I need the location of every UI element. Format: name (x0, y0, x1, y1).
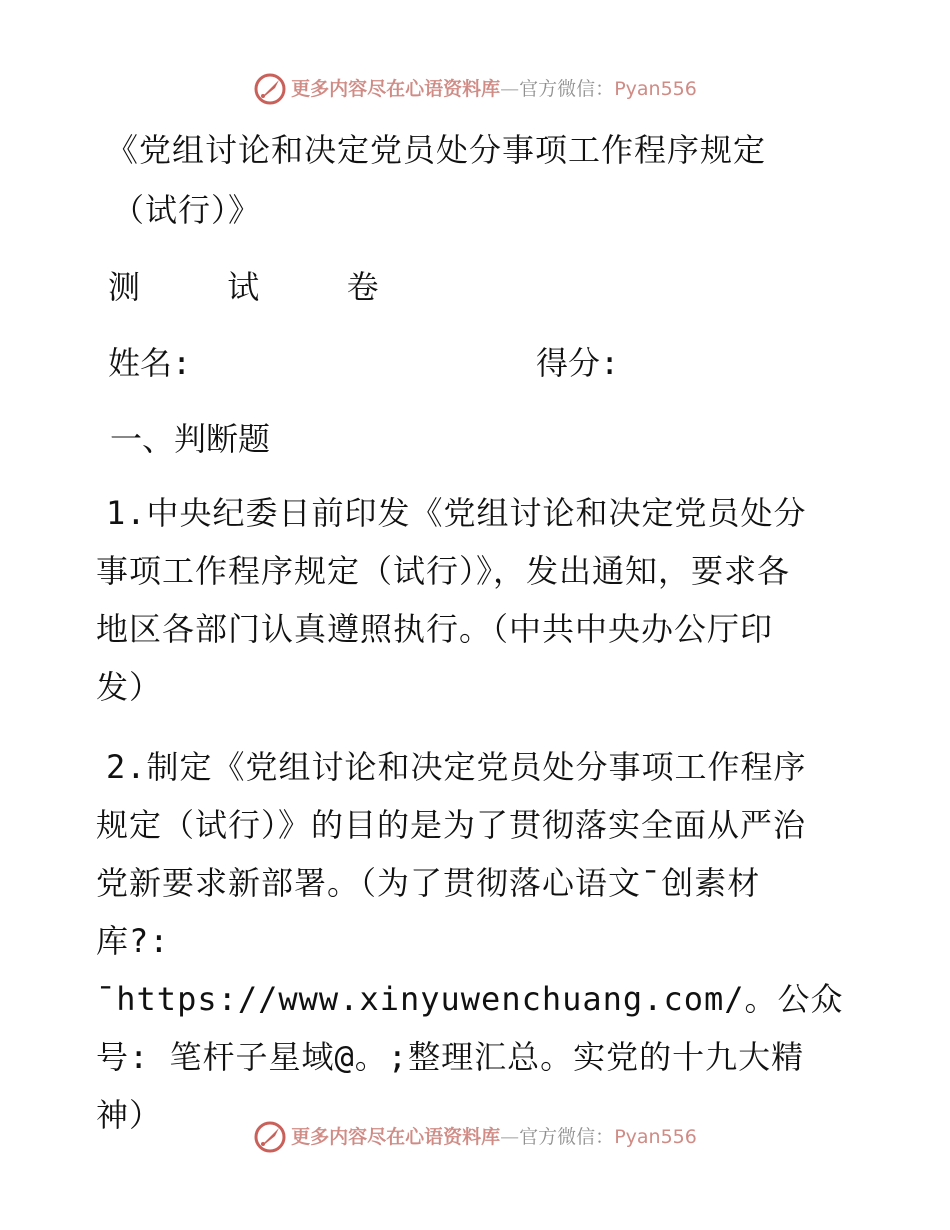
quill-pen-circle-icon (253, 1120, 287, 1154)
watermark-dash: — (500, 1125, 520, 1148)
question-2-line: 2.制定《党组讨论和决定党员处分事项工作程序 (106, 748, 807, 786)
question-1-line: 1.中央纪委日前印发《党组讨论和决定党员处分 (106, 494, 807, 532)
question-2-line: 党新要求新部署。（为了贯彻落心语文¯创素材 (96, 864, 761, 902)
question-1 (96, 484, 856, 716)
watermark-wechat-label: 官方微信： (519, 1125, 615, 1148)
question-1-line: 事项工作程序规定（试行）》，发出通知，要求各 (96, 552, 791, 590)
header-watermark (0, 72, 950, 106)
test-paper-heading (108, 258, 856, 316)
question-2-line: 号: 笔杆子星域@。;整理汇总。实党的十九大精 (96, 1038, 805, 1076)
watermark-text: 更多内容尽在心语资料库 (291, 77, 501, 100)
title-line-2: （试行）》 (112, 191, 262, 229)
name-label: 姓名: (108, 344, 192, 382)
name-score-row (108, 334, 856, 392)
quill-pen-circle-icon (253, 72, 287, 106)
question-2-line: 神） (96, 1096, 163, 1134)
question-1-line: 发） (96, 668, 163, 706)
watermark-text: 更多内容尽在心语资料库 (291, 1125, 501, 1148)
footer-watermark (0, 1120, 950, 1154)
title-line-1: 《党组讨论和决定党员处分事项工作程序规定 (106, 131, 767, 169)
test-char-3: 卷 (346, 268, 379, 306)
question-2-line: 规定（试行）》的目的是为了贯彻落实全面从严治 (96, 806, 807, 844)
watermark-wechat-label: 官方微信： (519, 77, 615, 100)
watermark-dash: — (500, 77, 520, 100)
score-label: 得分: (536, 344, 620, 382)
question-2 (96, 738, 856, 1144)
question-2-line: 库?: ¯https://www.xinyuwenchuang.com/。公众 (96, 922, 844, 1018)
section-title: 一、判断题 (110, 420, 271, 458)
test-char-2: 试 (227, 268, 260, 306)
watermark-wechat-id: Pyan556 (614, 77, 697, 100)
question-1-line: 地区各部门认真遵照执行。（中共中央办公厅印 (96, 610, 774, 648)
watermark-wechat-id: Pyan556 (614, 1125, 697, 1148)
document-body (96, 120, 856, 1166)
test-char-1: 测 (108, 268, 141, 306)
document-title (106, 120, 856, 240)
